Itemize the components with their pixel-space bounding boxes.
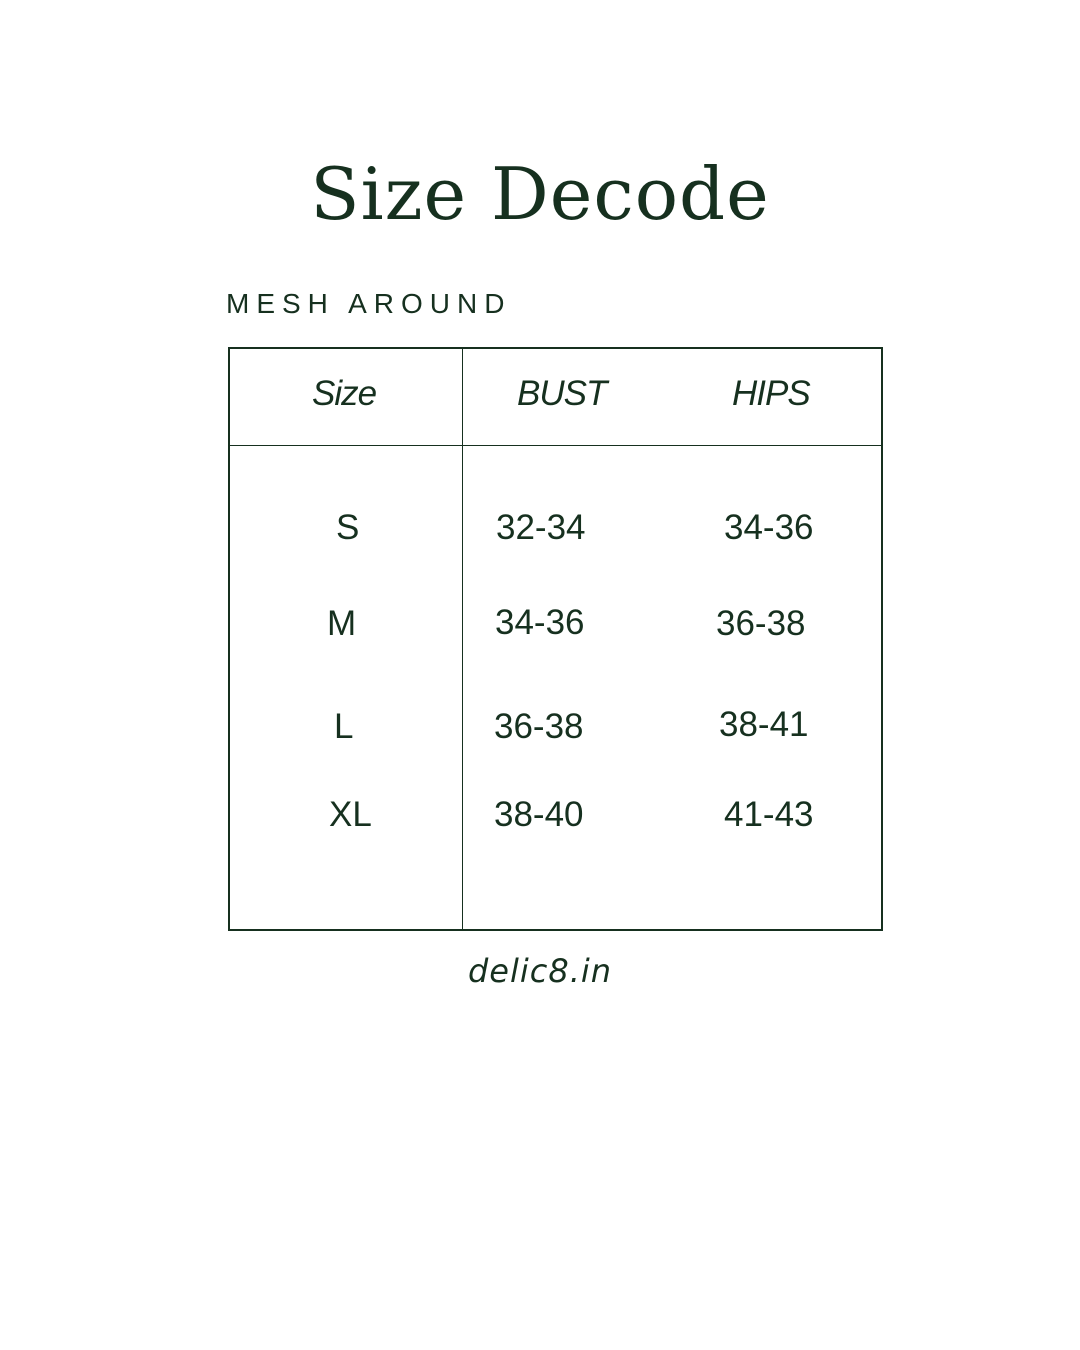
cell-bust: 34-36 <box>495 603 585 642</box>
cell-size: S <box>336 508 360 547</box>
cell-size: M <box>327 604 357 643</box>
column-divider <box>462 349 463 929</box>
website-link[interactable]: delic8.in <box>467 952 613 990</box>
page-title: Size Decode <box>310 152 770 237</box>
header-size: Size <box>312 374 377 413</box>
cell-bust: 36-38 <box>494 707 584 746</box>
cell-hips: 41-43 <box>724 795 814 834</box>
cell-bust: 38-40 <box>494 795 584 834</box>
size-table <box>228 347 883 931</box>
header-bust: BUST <box>517 374 607 413</box>
header-hips: HIPS <box>732 374 810 413</box>
cell-hips: 34-36 <box>724 508 814 547</box>
cell-hips: 38-41 <box>719 705 809 744</box>
cell-hips: 36-38 <box>716 604 806 643</box>
cell-size: XL <box>329 795 372 834</box>
header-divider <box>230 445 881 446</box>
cell-bust: 32-34 <box>496 508 586 547</box>
cell-size: L <box>334 707 354 746</box>
section-label: MESH AROUND <box>226 288 512 319</box>
